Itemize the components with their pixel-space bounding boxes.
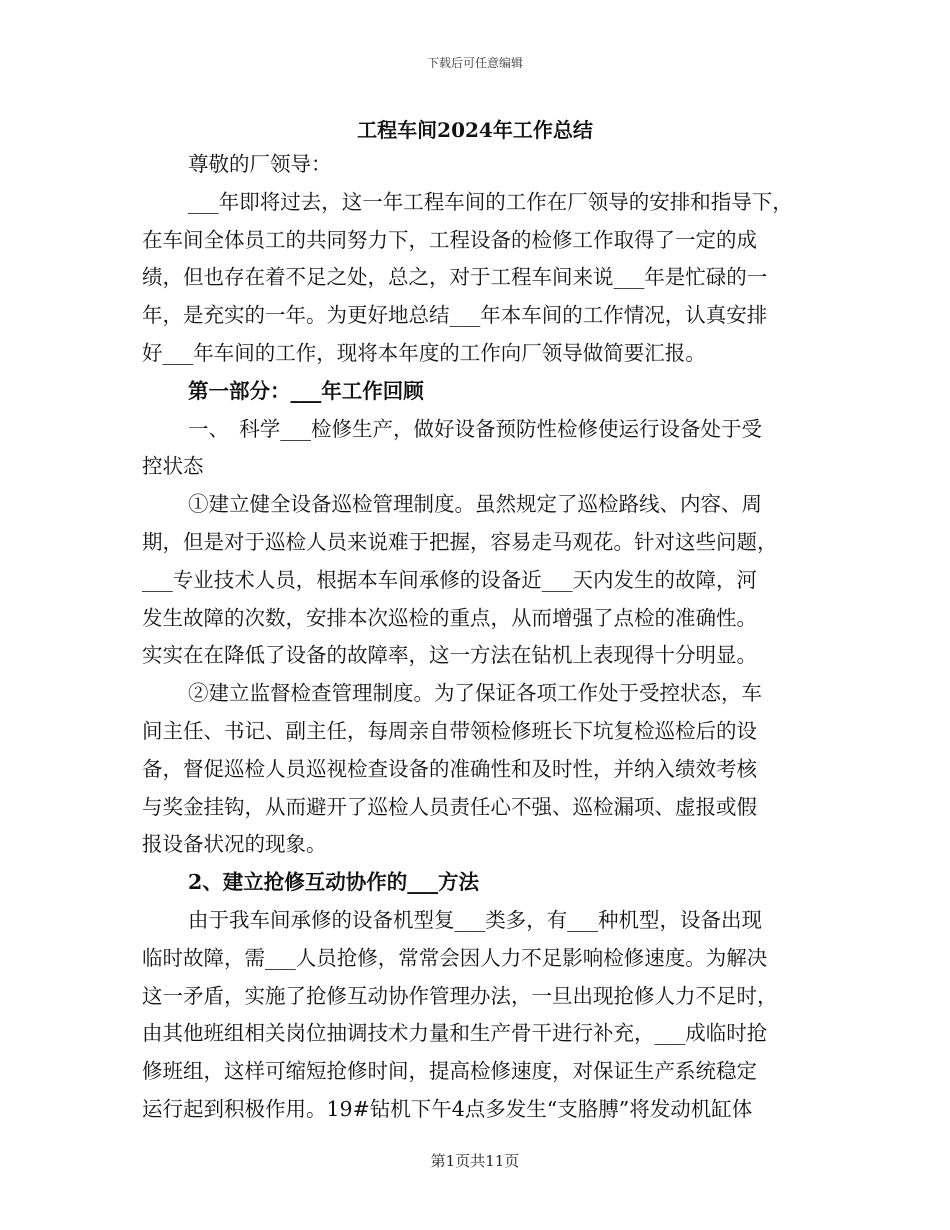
paragraph-line: ___专业技术人员，根据本车间承修的设备近___天内发生的故障，河 (142, 567, 757, 592)
paragraph-line: ②建立监督检查管理制度。为了保证各项工作处于受控状态，车 (188, 681, 762, 706)
paragraph-line: 修班组，这样可缩短抢修时间，提高检修速度，对保证生产系统稳定 (142, 1059, 757, 1084)
paragraph-line: 实实在在降低了设备的故障率，这一方法在钻机上表现得十分明显。 (142, 643, 757, 668)
subsection-heading: 2、建立抢修互动协作的___方法 (188, 870, 480, 895)
paragraph-line: 在车间全体员工的共同努力下，工程设备的检修工作取得了一定的成 (142, 227, 757, 252)
paragraph-line: 这一矛盾，实施了抢修互动协作管理办法，一旦出现抢修人力不足时， (142, 983, 778, 1008)
paragraph-line: 控状态 (142, 454, 204, 479)
paragraph-line: ①建立健全设备巡检管理制度。虽然规定了巡检路线、内容、周 (188, 492, 762, 517)
paragraph-line: 报设备状况的现象。 (142, 832, 327, 857)
paragraph-line: 由于我车间承修的设备机型复___类多，有___种机型，设备出现 (188, 907, 762, 932)
paragraph-line: 好___年车间的工作，现将本年度的工作向厂领导做简要汇报。 (142, 340, 706, 365)
document-body (142, 146, 822, 1129)
paragraph-line: 临时故障，需___人员抢修，常常会因人力不足影响检修速度。为解决 (142, 945, 768, 970)
paragraph-line: 与奖金挂钩，从而避开了巡检人员责任心不强、巡检漏项、虚报或假 (142, 794, 757, 819)
paragraph-line: 运行起到积极作用。19#钻机下午4点多发生“支胳膊”将发动机缸体 (142, 1096, 753, 1121)
paragraph-line: 发生故障的次数，安排本次巡检的重点，从而增强了点检的准确性。 (142, 605, 757, 630)
paragraph-line: 备，督促巡检人员巡视检查设备的准确性和及时性，并纳入绩效考核 (142, 756, 757, 781)
page-number: 第1页共11页 (430, 1152, 520, 1170)
section-heading: 第一部分：___年工作回顾 (188, 378, 424, 403)
paragraph-line: 由其他班组相关岗位抽调技术力量和生产骨干进行补充，___成临时抢 (142, 1021, 768, 1046)
salutation: 尊敬的厂领导： (188, 152, 332, 176)
subsection-heading: 一、 科学___检修生产，做好设备预防性检修使运行设备处于受 (188, 416, 762, 441)
paragraph-line: 绩，但也存在着不足之处，总之，对于工程车间来说___年是忙碌的一 (142, 265, 768, 290)
paragraph-line: ___年即将过去，这一年工程车间的工作在厂领导的安排和指导下， (188, 189, 793, 214)
document-title: 工程车间2024年工作总结 (357, 118, 593, 142)
paragraph-line: 间主任、书记、副主任，每周亲自带领检修班长下坑复检巡检后的设 (142, 718, 757, 743)
header-note: 下载后可任意编辑 (426, 56, 523, 70)
paragraph-line: 期，但是对于巡检人员来说难于把握，容易走马观花。针对这些问题， (142, 529, 778, 554)
paragraph-line: 年，是充实的一年。为更好地总结___年本车间的工作情况，认真安排 (142, 303, 768, 328)
